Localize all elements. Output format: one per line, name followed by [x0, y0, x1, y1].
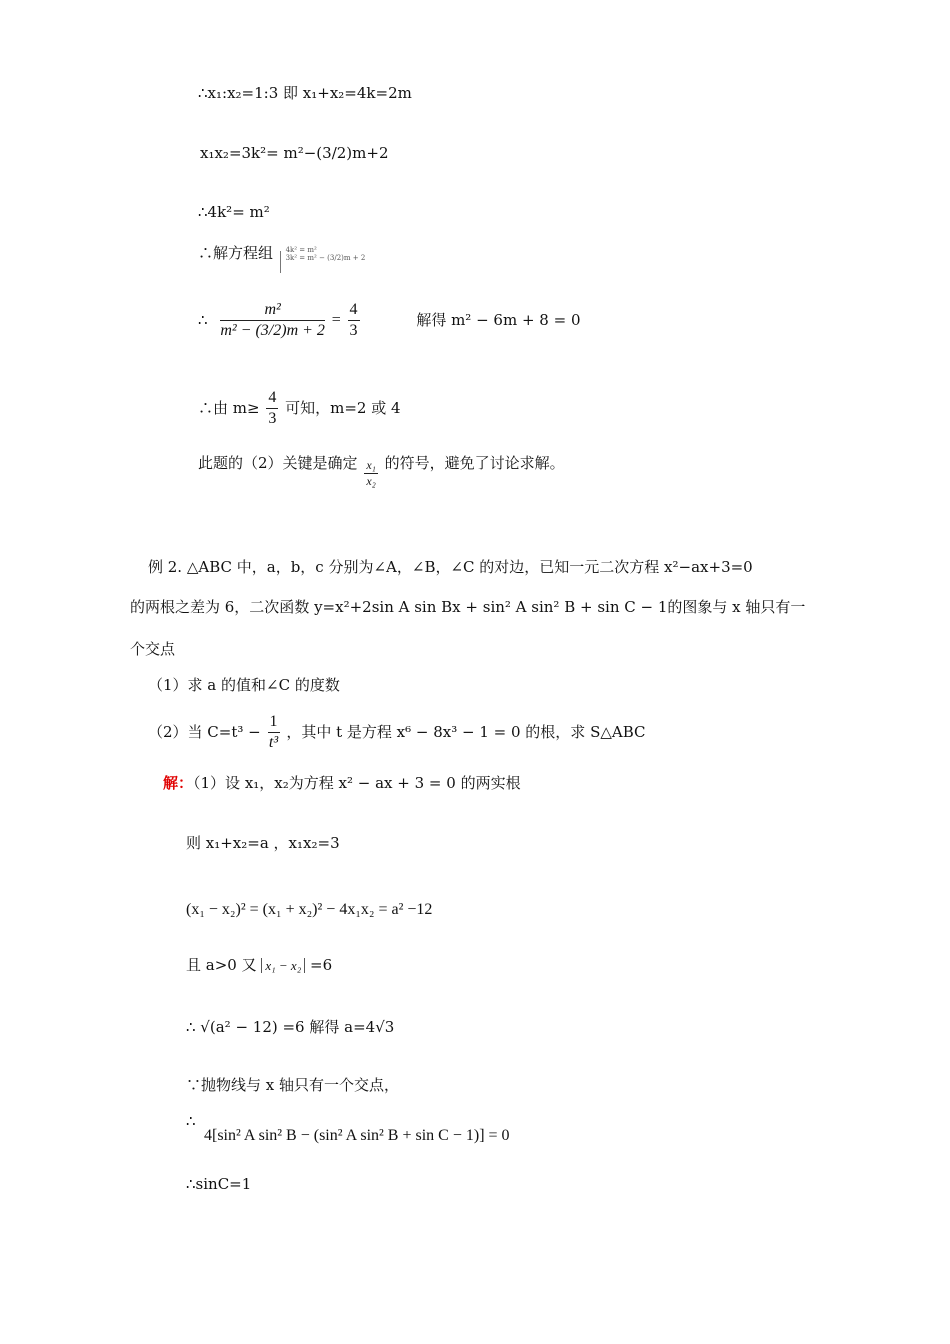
therefore-symbol: ∴: [198, 311, 208, 329]
fraction-rhs-num: 4: [348, 300, 360, 321]
line-4k2-text: ∴4k²= m²: [198, 203, 270, 221]
question-1-text: （1）求 a 的值和∠C 的度数: [148, 676, 340, 694]
solution-line-2: [186, 836, 340, 851]
key-note-post: 的符号，避免了讨论求解。: [384, 454, 565, 472]
fraction-rhs-den: 3: [349, 322, 358, 339]
solution-line-4: [186, 958, 332, 973]
example-2-text-2b: 的图象与 x 轴只有一: [667, 598, 806, 616]
fraction-main-num: m²: [220, 300, 325, 321]
line-fraction-eq: [198, 300, 581, 341]
solution-text-4-pre: 且 a>0 又: [186, 956, 257, 974]
example-2-line-3: [130, 642, 175, 657]
fraction-main: [220, 300, 325, 341]
example-2-text-1: 例 2. △ABC 中，a，b，c 分别为∠A，∠B，∠C 的对边，已知一元二次方程 x²−ax+3=0: [148, 558, 753, 576]
solution-text-3: (x₁ − x₂)² = (x₁ + x₂)² − 4x₁x₂ = a² −12: [186, 901, 433, 918]
solution-text-1: （1）设 x₁，x₂为方程 x² − ax + 3 = 0 的两实根: [193, 774, 521, 792]
solution-line-8: [186, 1177, 251, 1192]
solution-text-2: 则 x₁+x₂=a ，x₁x₂=3: [186, 834, 340, 852]
m-condition-post: 可知，m=2 或 4: [285, 399, 401, 417]
abs-difference: x₁ − x₂: [261, 958, 305, 973]
solution-text-6: ∵抛物线与 x 轴只有一个交点，: [186, 1076, 399, 1094]
system-row-1: 4k² = m²: [285, 246, 317, 254]
solve-text: 解得 m² − 6m + 8 = 0: [416, 311, 581, 329]
solution-line-5: [186, 1020, 394, 1035]
system-row-2: 3k² = m² − (3/2)m + 2: [285, 253, 366, 262]
solution-text-5: ∴ √(a² − 12) =6 解得 a=4√3: [186, 1018, 395, 1036]
line-system: [198, 243, 365, 265]
example-2-text-3: 个交点: [130, 640, 176, 658]
system-brace: [280, 251, 281, 273]
fraction-main-den: m² − (3/2)m + 2: [220, 322, 325, 339]
fraction-t-den: t³: [268, 734, 279, 751]
fraction-m-num: 4: [266, 388, 278, 409]
equals-sign: =: [331, 311, 341, 329]
fraction-x: [364, 458, 378, 489]
fraction-m: [266, 388, 278, 429]
fraction-rhs: [348, 300, 360, 341]
m-condition-pre: ∴由 m≥: [198, 399, 260, 417]
solution-line-7: [204, 1128, 510, 1144]
fraction-x-num: x₁: [366, 458, 376, 472]
fraction-t-num: 1: [268, 712, 280, 733]
solution-text-8: ∴sinC=1: [186, 1175, 252, 1193]
key-note-pre: 此题的（2）关键是确定: [198, 454, 358, 472]
line-m-condition: [198, 388, 401, 429]
line-key-note: [198, 456, 565, 489]
solution-label: 解：: [163, 774, 194, 792]
line-ratio: [198, 86, 412, 101]
fraction-x-den: x₂: [366, 474, 376, 488]
line-4k2: [198, 205, 270, 220]
question-2-pre: （2）当 C=t³ −: [148, 723, 261, 741]
question-2: [148, 712, 646, 753]
solution-line-7-label: [186, 1114, 196, 1129]
solution-line-3: [186, 902, 432, 918]
solution-text-7: 4[sin² A sin² B − (sin² A sin² B + sin C − 1)] = 0: [204, 1127, 510, 1144]
example-2-line-2: [130, 600, 805, 615]
solution-text-4-post: =6: [310, 956, 333, 974]
line-product: [200, 146, 388, 161]
system-rows: [286, 247, 366, 262]
fraction-t: [268, 712, 280, 753]
line-product-text: x₁x₂=3k²= m²−(3/2)m+2: [200, 144, 389, 162]
solution-line-6: [186, 1078, 399, 1093]
question-1: [148, 678, 340, 693]
example-2-line-1: [148, 560, 753, 575]
line-ratio-text: ∴x₁:x₂=1:3 即 x₁+x₂=4k=2m: [198, 84, 412, 102]
question-2-post: ，其中 t 是方程 x⁶ − 8x³ − 1 = 0 的根，求 S△ABC: [286, 723, 646, 741]
solution-line-1: [163, 776, 521, 791]
example-2-text-2a: 的两根之差为 6，二次函数 y=x²+2sin A sin Bx + sin² A sin² B + sin C − 1: [130, 598, 668, 616]
fraction-m-den: 3: [268, 410, 277, 427]
system-label: ∴解方程组: [198, 244, 274, 262]
therefore-symbol-2: ∴: [186, 1112, 196, 1130]
